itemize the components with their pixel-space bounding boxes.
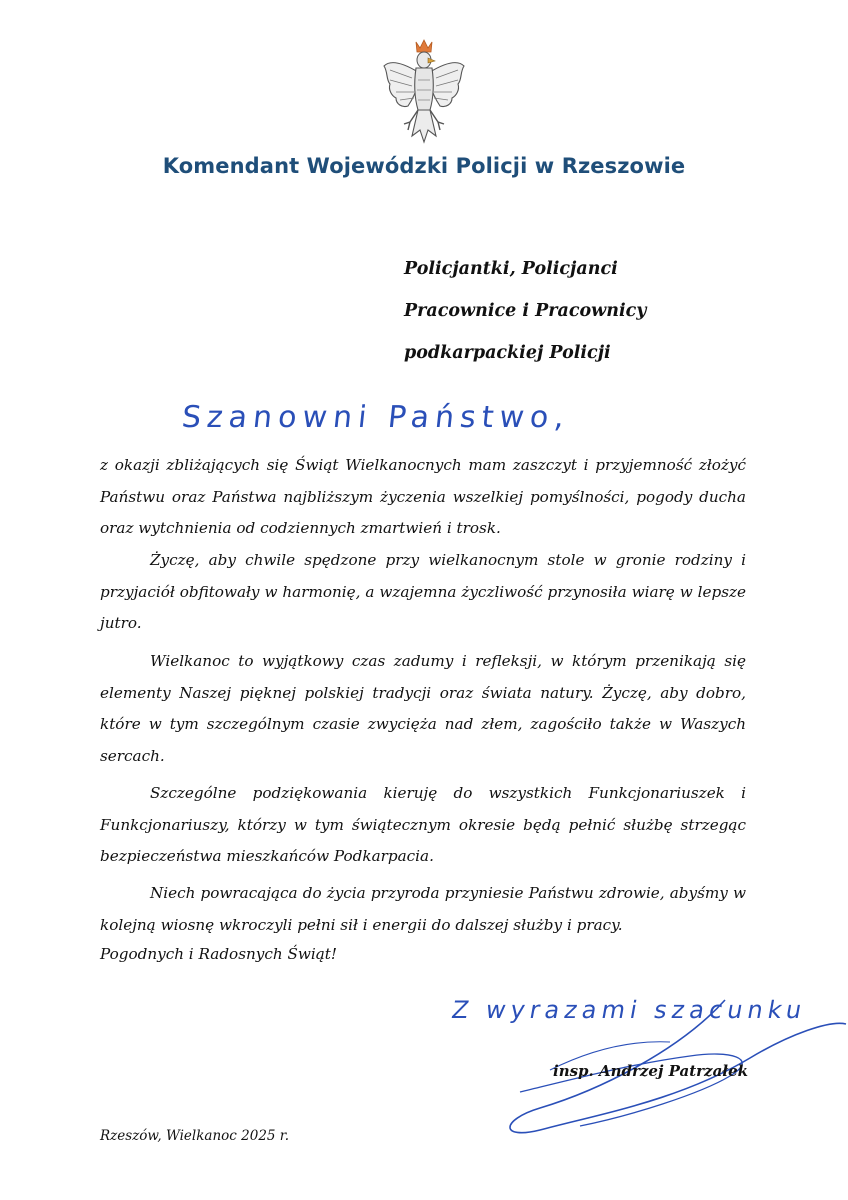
letter-paragraph: Życzę, aby chwile spędzone przy wielkanocnym stole w gronie rodziny i przyjaciół obfitowały w harmonię, a wzajemna życzliwość przynosiła wiarę w lepsze jutro. (100, 551, 746, 632)
handwritten-salutation: Szanowni Państwo, (180, 400, 572, 435)
letter-paragraph: z okazji zbliżających się Świąt Wielkanocnych mam zaszczyt i przyjemność złożyć Państwu oraz Państwa najbliższym życzenia wszelkiej pomyślności, pogody ducha oraz wytchnienia od codziennych zmartwień i trosk. (100, 456, 746, 537)
letter-paragraph: Szczególne podziękowania kieruję do wszystkich Funkcjonariuszek i Funkcjonariuszy, którzy w tym świątecznym okresie będą pełnić służbę strzegąc bezpieczeństwa mieszkańców Podkarpacia. (100, 784, 746, 865)
institution-title: Komendant Wojewódzki Policji w Rzeszowie (162, 154, 686, 178)
letter-paragraph: Wielkanoc to wyjątkowy czas zadumy i refleksji, w którym przenikają się elementy Naszej pięknej polskiej tradycji oraz świata natury. Życzę, aby dobro, które w tym szczególnym czasie zwycięża nad złem, zagościło także w Waszych sercach. (100, 652, 746, 765)
letter-paragraph: Niech powracająca do życia przyroda przyniesie Państwu zdrowie, abyśmy w kolejną wiosnę wkroczyli pełni sił i energii do dalszej służby i pracy. (100, 884, 746, 934)
addressee-line: Policjantki, Policjanci (404, 259, 618, 279)
signatory-name: insp. Andrzej Patrzałek (553, 1062, 748, 1080)
handwritten-closing: Z wyrazami szacunku (449, 996, 809, 1024)
polish-eagle-emblem-icon (378, 36, 470, 148)
addressees-block (404, 248, 646, 374)
place-and-date: Rzeszów, Wielkanoc 2025 r. (100, 1128, 290, 1144)
letter-closing: Pogodnych i Radosnych Świąt! (100, 945, 337, 963)
addressee-line: podkarpackiej Policji (404, 343, 611, 363)
addressee-line: Pracownice i Pracownicy (404, 301, 647, 321)
